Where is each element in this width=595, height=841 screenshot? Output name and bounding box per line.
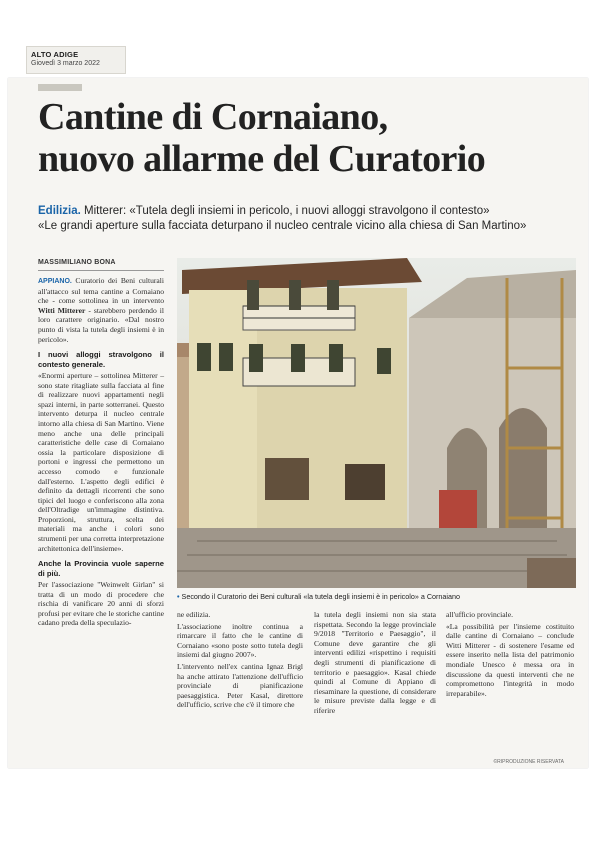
col4-paragraph-1: all'ufficio provinciale. xyxy=(446,610,514,619)
col2-paragraph-3: L'intervento nell'ex cantina Ignaz Brigl ha anche attirato l'attenzione dell'ufficio provinciale di pianificazione paesaggistica. Peter Kasal, direttore dell'ufficio, scrive che c'è il timore che xyxy=(177,661,303,710)
deck-line-1: Edilizia. Mitterer: «Tutela degli insiemi in pericolo, i nuovi alloggi stravolgono il contesto» xyxy=(38,205,490,217)
headline-line-1: Cantine di Cornaiano, xyxy=(38,96,388,138)
headline-line-2: nuovo allarme del Curatorio xyxy=(38,138,486,180)
column-2 xyxy=(177,610,303,712)
col2-paragraph-2: L'associazione inoltre continua a rimarcare il fatto che le cantine di Cornaiano «sono poste sotto tutela degli insiemi dal giugno 2007». xyxy=(177,621,303,660)
deck xyxy=(38,204,583,234)
headline xyxy=(38,96,558,180)
col1-paragraph-2: «Enormi aperture – sottolinea Mitterer – sono state ritagliate sulla facciata al fine di realizzare nuovi appartamenti negli spazi interni, in parte sotterranei. Questo intervento deturpa il nucleo centrale intorno alla chiesa di San Martino. Viene meno anche una delle principali caratteristiche delle case di Cornaiano ossia la particolare disposizione di portoni e ingressi che permettono un accesso comodo e funzionale dall'esterno. L'aspetto degli edifici è definito da dettagli ricorrenti che sono tipici del luogo e conferiscono alla zona dell'Oltradige un'immagine distintiva. Proporzioni, struttura, scelta dei materiali ma anche i colori sono strumenti per una corretta interpretazione architettonica dell'insieme». xyxy=(38,370,164,553)
building-courtyard-photo xyxy=(177,258,576,588)
column-4 xyxy=(446,610,574,700)
article-photo xyxy=(177,258,576,588)
col4-paragraph-2: «La possibilità per l'insieme costituito dalle cantine di Cornaiano – conclude Witti Mitterer - di sostenere l'esame ed essere inserito nella lista del patrimonio mondiale Unesco è messa ora in discussione da questi interventi che ne compromettono l'integrità in modo irreparabile». xyxy=(446,621,574,698)
dateline: APPIANO. xyxy=(38,278,72,285)
column-1 xyxy=(38,276,164,630)
subheading-1: I nuovi alloggi stravolgono il contesto generale. xyxy=(38,350,164,369)
subheading-2: Anche la Provincia vuole saperne di più. xyxy=(38,559,164,578)
publication-date: Giovedì 3 marzo 2022 xyxy=(31,60,100,67)
col2-paragraph-1: ne edilizia. xyxy=(177,610,211,619)
clipping-label xyxy=(26,46,126,74)
byline-divider xyxy=(38,270,164,271)
col3-paragraph-1: la tutela degli insiemi non sia stata rispettata. Secondo la legge provinciale 9/2018 "Territorio e Paesaggio", il Comune deve garantire che gli interventi edilizi «rispettino i requisiti degli strumenti di pianificazione di territorio e paesaggio». Kasal chiede quindi al Comune di Appiano di riesaminare la questione, di considerare le misure previste dalla legge e di riferire xyxy=(314,610,436,715)
article-clipping xyxy=(8,78,588,768)
copyright-notice: ©RIPRODUZIONE RISERVATA xyxy=(493,759,564,765)
photo-caption: • Secondo il Curatorio dei Beni culturali «la tutela degli insiemi è in pericolo» a Cornaiano xyxy=(177,592,461,601)
caption-bullet: • xyxy=(177,592,180,601)
byline: MASSIMILIANO BONA xyxy=(38,259,116,266)
column-3 xyxy=(314,610,436,718)
deck-kicker: Edilizia. xyxy=(38,205,81,217)
col1-paragraph-3: Per l'associazione "Weinwelt Girlan" si tratta di un modo di procedere che rischia di vanificare 20 anni di sforzi profusi per evitare che le storiche cantine cadano preda della speculazio- xyxy=(38,580,164,628)
headline-accent-bar xyxy=(38,84,82,91)
col1-paragraph-1: APPIANO. Curatorio dei Beni culturali all'attacco sul tema cantine a Cornaiano che - come sottolinea in un intervento Witti Mitterer - starebbero perdendo il loro carattere originario. «Dal nostro punto di vista la tutela degli insiemi è in pericolo». xyxy=(38,276,164,344)
deck-line-2: «Le grandi aperture sulla facciata deturpano il nucleo centrale vicino alla chiesa di San Martino» xyxy=(38,220,527,232)
publication-name: ALTO ADIGE xyxy=(31,50,79,59)
